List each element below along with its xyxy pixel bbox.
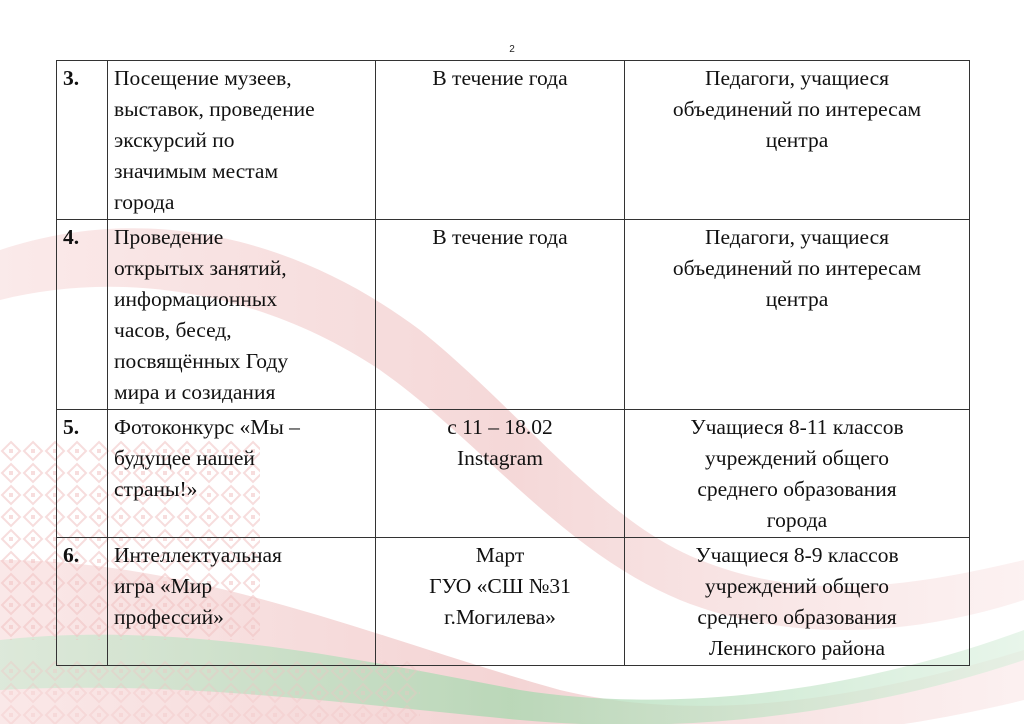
- participants-cell: [625, 61, 970, 220]
- event-cell: [108, 410, 376, 538]
- participants-text: Учащиеся 8-9 классов: [695, 543, 899, 567]
- date-text: Instagram: [457, 446, 543, 470]
- date-text: Март: [475, 543, 525, 567]
- date-text: В течение года: [432, 225, 568, 249]
- participants-text: Педагоги, учащиеся: [704, 66, 890, 90]
- table-row: [57, 410, 970, 538]
- participants-cell: [625, 538, 970, 666]
- date-text: г.Могилева»: [444, 605, 556, 629]
- participants-text: Педагоги, учащиеся: [704, 225, 890, 249]
- event-text: информационных: [114, 287, 278, 311]
- participants-text: Ленинского района: [708, 636, 886, 660]
- participants-text: центра: [765, 128, 829, 152]
- event-text: значимым местам: [114, 159, 279, 183]
- event-text: Посещение музеев,: [114, 66, 292, 90]
- event-text: открытых занятий,: [114, 256, 287, 280]
- event-text: Проведение: [114, 225, 224, 249]
- date-text: с 11 – 18.02: [447, 415, 553, 439]
- row-number: 5.: [57, 410, 108, 538]
- event-text: города: [114, 190, 175, 214]
- participants-text: учреждений общего: [705, 574, 889, 598]
- event-text: профессий»: [114, 605, 224, 629]
- date-cell: [376, 538, 625, 666]
- date-cell: [376, 410, 625, 538]
- event-text: страны!»: [114, 477, 198, 501]
- date-text: ГУО «СШ №31: [429, 574, 571, 598]
- event-text: Фотоконкурс «Мы –: [114, 415, 300, 439]
- table-row: [57, 61, 970, 220]
- participants-text: города: [766, 508, 828, 532]
- event-text: выставок, проведение: [114, 97, 315, 121]
- event-cell: [108, 220, 376, 410]
- participants-text: центра: [765, 287, 829, 311]
- participants-text: Учащиеся 8-11 классов: [690, 415, 904, 439]
- row-number: 3.: [57, 61, 108, 220]
- event-text: посвящённых Году: [114, 349, 289, 373]
- row-number: 6.: [57, 538, 108, 666]
- participants-text: среднего образования: [697, 477, 897, 501]
- participants-text: объединений по интересам: [672, 97, 922, 121]
- date-cell: [376, 61, 625, 220]
- event-text: Интеллектуальная: [114, 543, 282, 567]
- date-cell: [376, 220, 625, 410]
- page-number: 2: [509, 44, 515, 55]
- event-cell: [108, 61, 376, 220]
- table-row: [57, 538, 970, 666]
- participants-cell: [625, 220, 970, 410]
- event-text: экскурсий по: [114, 128, 235, 152]
- event-text: будущее нашей: [114, 446, 255, 470]
- date-text: В течение года: [432, 66, 568, 90]
- participants-text: среднего образования: [697, 605, 897, 629]
- event-text: мира и созидания: [114, 380, 276, 404]
- event-text: часов, бесед,: [114, 318, 232, 342]
- participants-text: учреждений общего: [705, 446, 889, 470]
- event-text: игра «Мир: [114, 574, 213, 598]
- participants-text: объединений по интересам: [672, 256, 922, 280]
- table-row: [57, 220, 970, 410]
- participants-cell: [625, 410, 970, 538]
- event-cell: [108, 538, 376, 666]
- events-table: [56, 60, 970, 666]
- row-number: 4.: [57, 220, 108, 410]
